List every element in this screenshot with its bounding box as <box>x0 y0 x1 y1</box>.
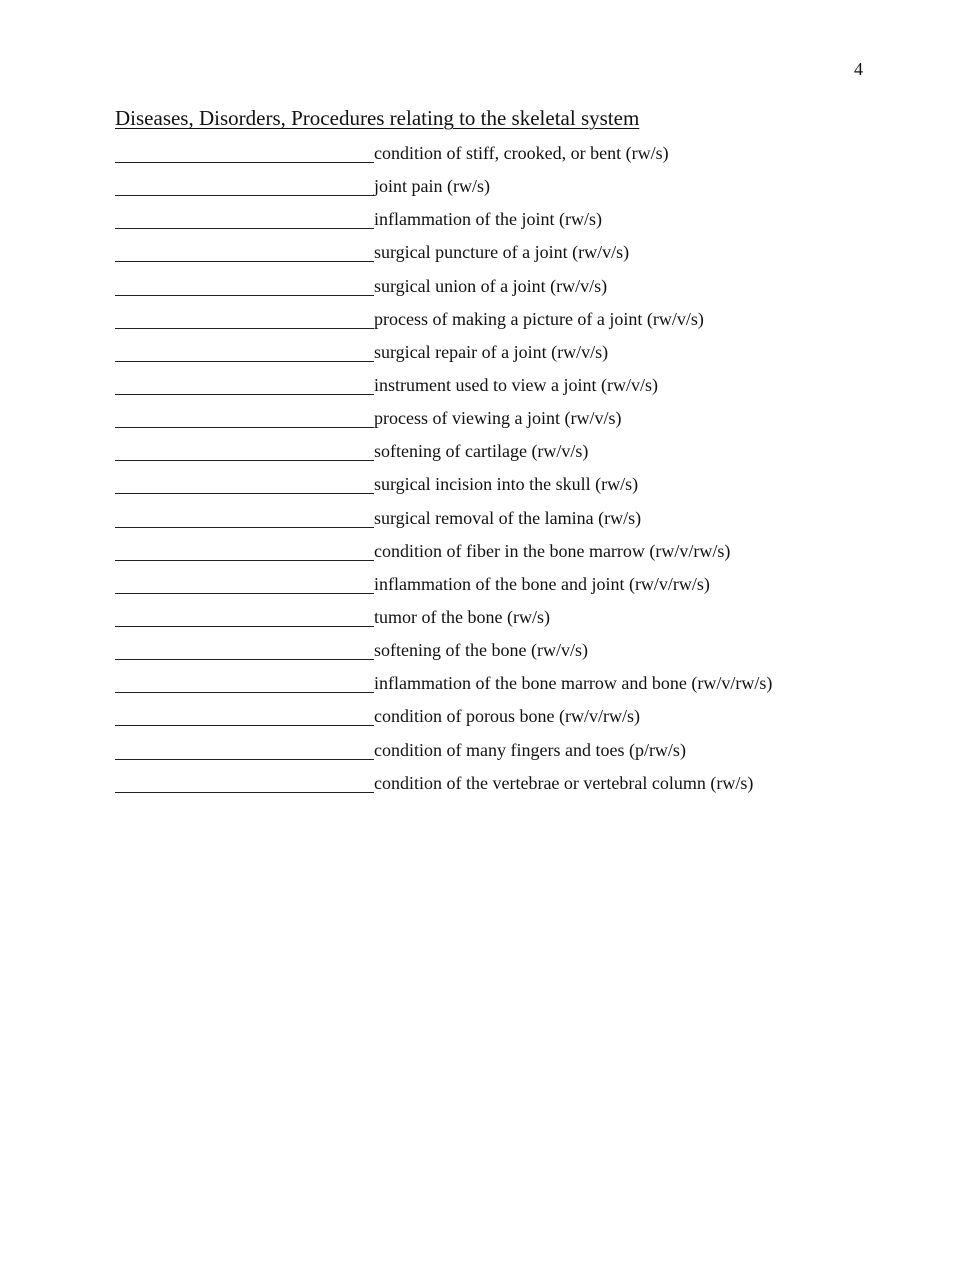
list-item <box>115 207 772 240</box>
list-item <box>115 771 772 804</box>
item-definition: surgical puncture of a joint (rw/v/s) <box>374 242 630 263</box>
list-item <box>115 506 772 539</box>
answer-blank[interactable] <box>115 738 374 760</box>
answer-blank[interactable] <box>115 506 374 528</box>
item-definition: surgical repair of a joint (rw/v/s) <box>374 341 609 362</box>
answer-blank[interactable] <box>115 274 374 296</box>
list-item <box>115 539 772 572</box>
list-item <box>115 439 772 472</box>
item-definition: inflammation of the bone marrow and bone (rw/v/rw/s) <box>374 673 773 694</box>
answer-blank[interactable] <box>115 771 374 793</box>
answer-blank[interactable] <box>115 141 374 163</box>
item-definition: process of making a picture of a joint (rw/v/s) <box>374 308 704 329</box>
answer-blank[interactable] <box>115 572 374 594</box>
list-item <box>115 671 772 704</box>
list-item <box>115 240 772 273</box>
answer-blank[interactable] <box>115 671 374 693</box>
answer-blank[interactable] <box>115 704 374 726</box>
list-item <box>115 340 772 373</box>
item-definition: condition of many fingers and toes (p/rw/s) <box>374 739 686 760</box>
page-number: 4 <box>854 59 863 79</box>
list-item <box>115 572 772 605</box>
section-heading: Diseases, Disorders, Procedures relating to the skeletal system <box>115 106 640 130</box>
list-item <box>115 638 772 671</box>
list-item <box>115 307 772 340</box>
answer-blank[interactable] <box>115 638 374 660</box>
list-item <box>115 274 772 307</box>
item-definition: inflammation of the bone and joint (rw/v/rw/s) <box>374 573 710 594</box>
item-definition: condition of porous bone (rw/v/rw/s) <box>374 706 640 727</box>
answer-blank[interactable] <box>115 439 374 461</box>
answer-blank[interactable] <box>115 605 374 627</box>
item-definition: softening of cartilage (rw/v/s) <box>374 441 589 462</box>
item-definition: process of viewing a joint (rw/v/s) <box>374 408 622 429</box>
item-definition: tumor of the bone (rw/s) <box>374 606 550 627</box>
list-item <box>115 704 772 737</box>
item-definition: instrument used to view a joint (rw/v/s) <box>374 374 658 395</box>
list-item <box>115 141 772 174</box>
list-item <box>115 738 772 771</box>
list-item <box>115 373 772 406</box>
answer-blank[interactable] <box>115 472 374 494</box>
list-item <box>115 406 772 439</box>
list-item <box>115 174 772 207</box>
item-definition: inflammation of the joint (rw/s) <box>374 209 602 230</box>
answer-blank[interactable] <box>115 307 374 329</box>
answer-blank[interactable] <box>115 373 374 395</box>
item-definition: joint pain (rw/s) <box>374 176 490 197</box>
answer-blank[interactable] <box>115 539 374 561</box>
item-definition: condition of stiff, crooked, or bent (rw/s) <box>374 143 669 163</box>
answer-blank[interactable] <box>115 406 374 428</box>
fill-in-list <box>115 141 772 804</box>
item-definition: surgical removal of the lamina (rw/s) <box>374 507 642 528</box>
answer-blank[interactable] <box>115 174 374 196</box>
item-definition: softening of the bone (rw/v/s) <box>374 640 588 661</box>
item-definition: surgical incision into the skull (rw/s) <box>374 474 639 495</box>
item-definition: surgical union of a joint (rw/v/s) <box>374 275 608 296</box>
answer-blank[interactable] <box>115 240 374 262</box>
answer-blank[interactable] <box>115 340 374 362</box>
list-item <box>115 605 772 638</box>
item-definition: condition of the vertebrae or vertebral column (rw/s) <box>374 772 754 793</box>
list-item <box>115 472 772 505</box>
item-definition: condition of fiber in the bone marrow (rw/v/rw/s) <box>374 540 731 561</box>
answer-blank[interactable] <box>115 207 374 229</box>
